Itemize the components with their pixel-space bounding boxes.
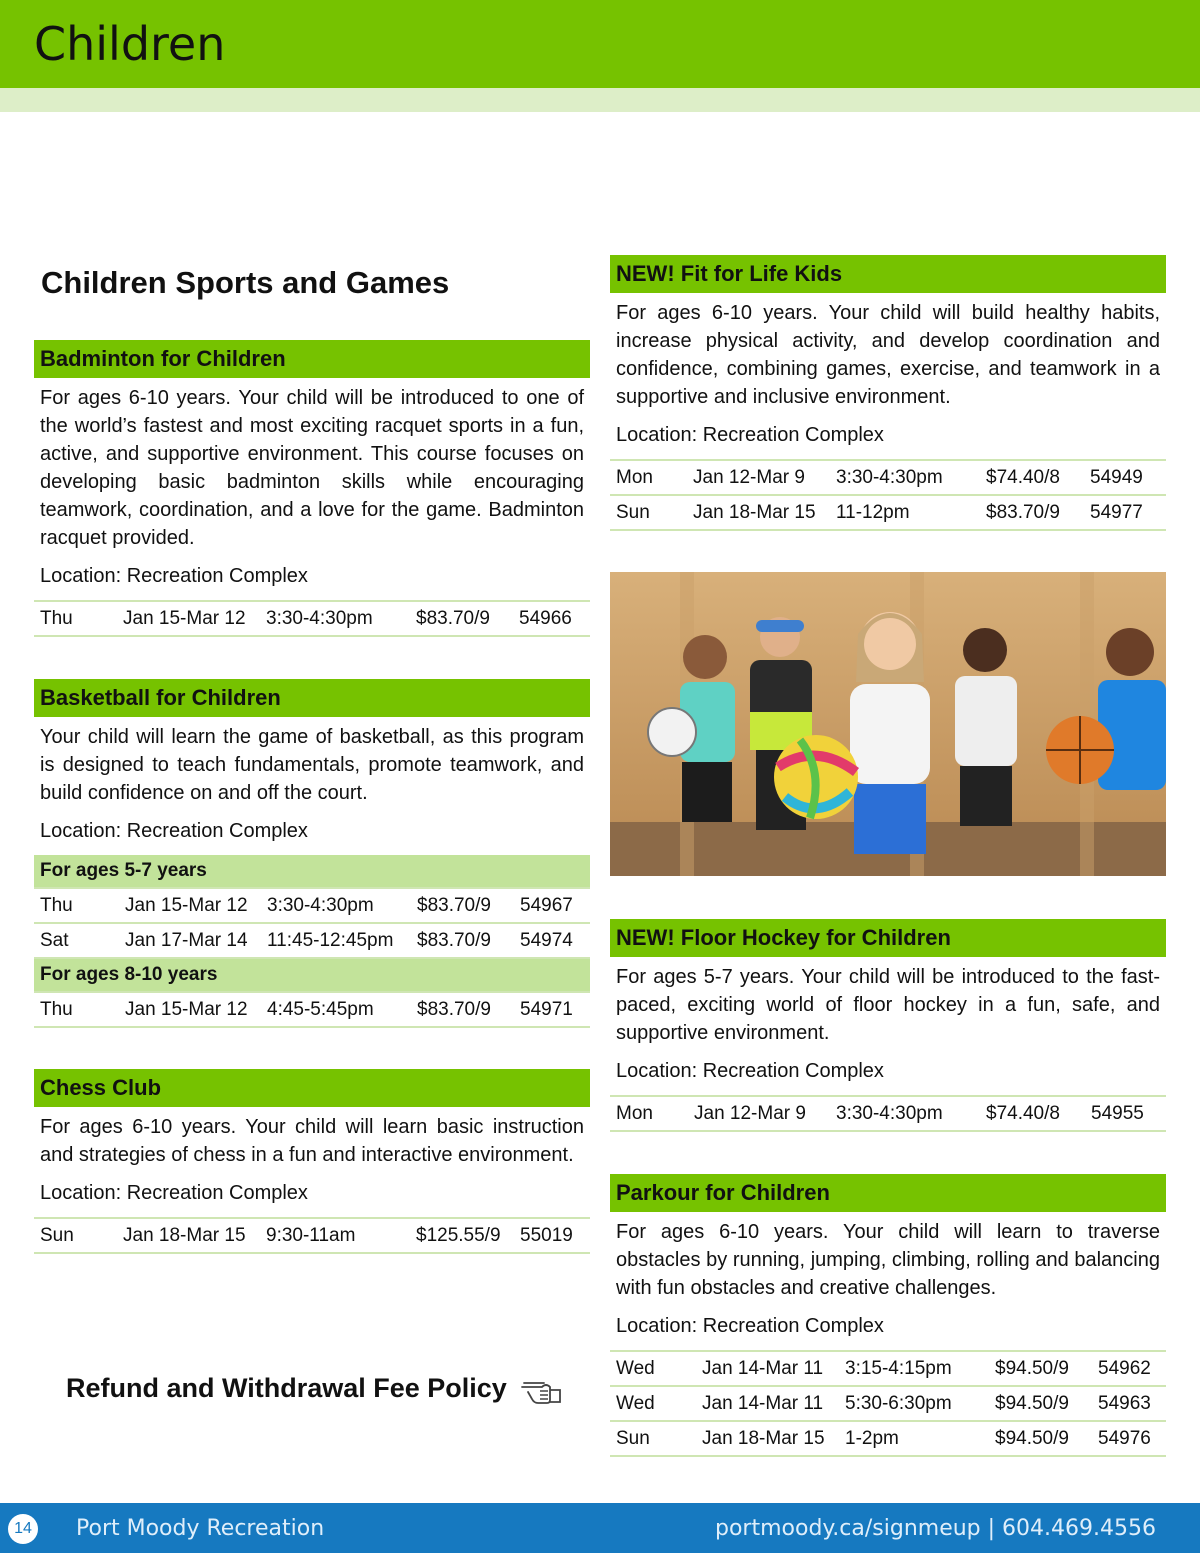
program-location: Location: Recreation Complex — [616, 424, 884, 446]
program-title: NEW! Fit for Life Kids — [610, 255, 1166, 293]
footer-contact[interactable]: portmoody.ca/signmeup | 604.469.4556 — [715, 1516, 1156, 1541]
program-badminton — [34, 340, 590, 637]
session-dates: Jan 12-Mar 9 — [694, 1103, 806, 1124]
session-dates: Jan 17-Mar 14 — [125, 930, 248, 951]
schedule-row — [610, 1095, 1166, 1132]
program-location: Location: Recreation Complex — [40, 1182, 308, 1204]
session-day: Sun — [40, 1225, 74, 1246]
footer-bar — [0, 1503, 1200, 1553]
pointing-hand-icon[interactable] — [520, 1374, 564, 1404]
session-time: 11-12pm — [836, 502, 910, 523]
session-fee: $83.70/9 — [417, 930, 491, 951]
session-time: 11:45-12:45pm — [267, 930, 394, 951]
session-code: 54955 — [1091, 1103, 1144, 1124]
session-code: 54963 — [1098, 1393, 1151, 1414]
session-time: 3:30-4:30pm — [266, 608, 373, 629]
program-description: For ages 6-10 years. Your child will learn to traverse obstacles by running, jumping, climbing, rolling and balancing with fun obstacles and creative challenges. — [616, 1221, 1160, 1299]
program-description: For ages 5-7 years. Your child will be introduced to the fast-paced, exciting world of floor hockey in a fun, safe, and supportive environment. — [616, 966, 1160, 1044]
session-fee: $74.40/8 — [986, 1103, 1060, 1124]
schedule-table — [34, 600, 590, 637]
session-time: 5:30-6:30pm — [845, 1393, 952, 1414]
schedule-row — [34, 993, 590, 1028]
session-code: 54962 — [1098, 1358, 1151, 1379]
header-accent-bar — [0, 88, 1200, 112]
page-number: 14 — [8, 1514, 38, 1544]
schedule-table — [34, 855, 590, 1028]
program-chess — [34, 1069, 590, 1254]
program-floor-hockey — [610, 919, 1166, 1132]
session-code: 54977 — [1090, 502, 1143, 523]
session-time: 3:15-4:15pm — [845, 1358, 952, 1379]
header-band — [0, 0, 1200, 88]
session-dates: Jan 15-Mar 12 — [125, 895, 248, 916]
session-fee: $83.70/9 — [417, 999, 491, 1020]
age-group-label: For ages 5-7 years — [34, 855, 590, 889]
session-fee: $94.50/9 — [995, 1393, 1069, 1414]
session-dates: Jan 18-Mar 15 — [702, 1428, 825, 1449]
program-basketball — [34, 679, 590, 1028]
session-day: Thu — [40, 895, 73, 916]
session-dates: Jan 18-Mar 15 — [123, 1225, 246, 1246]
schedule-table — [34, 1217, 590, 1254]
session-time: 4:45-5:45pm — [267, 999, 374, 1020]
session-fee: $94.50/9 — [995, 1358, 1069, 1379]
session-code: 54971 — [520, 999, 573, 1020]
session-code: 54966 — [519, 608, 572, 629]
program-location: Location: Recreation Complex — [40, 565, 308, 587]
schedule-table — [610, 459, 1166, 531]
session-code: 54976 — [1098, 1428, 1151, 1449]
session-time: 9:30-11am — [266, 1225, 356, 1246]
session-code: 54967 — [520, 895, 573, 916]
program-title: Basketball for Children — [34, 679, 590, 717]
children-sports-photo — [610, 572, 1166, 876]
schedule-table — [610, 1350, 1166, 1457]
program-location: Location: Recreation Complex — [616, 1060, 884, 1082]
program-title: NEW! Floor Hockey for Children — [610, 919, 1166, 957]
schedule-row — [34, 889, 590, 924]
session-day: Wed — [616, 1358, 655, 1379]
session-dates: Jan 15-Mar 12 — [123, 608, 246, 629]
session-fee: $94.50/9 — [995, 1428, 1069, 1449]
age-group-label: For ages 8-10 years — [34, 959, 590, 993]
session-day: Thu — [40, 608, 73, 629]
schedule-row — [34, 600, 590, 637]
schedule-row — [610, 496, 1166, 531]
session-time: 1-2pm — [845, 1428, 899, 1449]
program-location: Location: Recreation Complex — [40, 820, 308, 842]
schedule-row — [610, 459, 1166, 496]
session-fee: $83.70/9 — [417, 895, 491, 916]
schedule-row — [34, 1217, 590, 1254]
session-fee: $125.55/9 — [416, 1225, 501, 1246]
program-title: Badminton for Children — [34, 340, 590, 378]
session-day: Sun — [616, 1428, 650, 1449]
section-title: Children Sports and Games — [41, 265, 450, 300]
session-code: 54949 — [1090, 467, 1143, 488]
session-fee: $83.70/9 — [416, 608, 490, 629]
schedule-row — [610, 1422, 1166, 1457]
session-day: Sat — [40, 930, 69, 951]
program-fit-for-life — [610, 255, 1166, 531]
session-dates: Jan 15-Mar 12 — [125, 999, 248, 1020]
session-day: Sun — [616, 502, 650, 523]
program-location: Location: Recreation Complex — [616, 1315, 884, 1337]
session-fee: $83.70/9 — [986, 502, 1060, 523]
session-time: 3:30-4:30pm — [836, 467, 943, 488]
session-code: 54974 — [520, 930, 573, 951]
photo-illustration — [610, 572, 1166, 876]
program-title: Chess Club — [34, 1069, 590, 1107]
session-day: Wed — [616, 1393, 655, 1414]
session-fee: $74.40/8 — [986, 467, 1060, 488]
session-time: 3:30-4:30pm — [267, 895, 374, 916]
program-title: Parkour for Children — [610, 1174, 1166, 1212]
session-time: 3:30-4:30pm — [836, 1103, 943, 1124]
program-description: Your child will learn the game of basketball, as this program is designed to teach fundamentals, promote teamwork, and build confidence on and off the court. — [40, 726, 584, 804]
session-dates: Jan 14-Mar 11 — [702, 1358, 824, 1379]
program-description: For ages 6-10 years. Your child will learn basic instruction and strategies of chess in a fun and interactive environment. — [40, 1116, 584, 1166]
program-parkour — [610, 1174, 1166, 1457]
session-day: Thu — [40, 999, 73, 1020]
session-day: Mon — [616, 467, 653, 488]
refund-policy-link[interactable]: Refund and Withdrawal Fee Policy — [66, 1373, 507, 1403]
session-dates: Jan 14-Mar 11 — [702, 1393, 824, 1414]
program-description: For ages 6-10 years. Your child will be introduced to one of the world’s fastest and most exciting racquet sports in a fun, active, and supportive environment. This course focuses on developing basic badminton skills while encouraging teamwork, coordination, and a love for the game. Badminton racquet provided. — [40, 387, 584, 549]
schedule-row — [610, 1350, 1166, 1387]
program-description: For ages 6-10 years. Your child will build healthy habits, increase physical activity, and develop coordination and confidence, combining games, exercise, and teamwork in a supportive and inclusive environment. — [616, 302, 1160, 408]
session-code: 55019 — [520, 1225, 573, 1246]
session-dates: Jan 12-Mar 9 — [693, 467, 805, 488]
schedule-table — [610, 1095, 1166, 1132]
footer-organization: Port Moody Recreation — [76, 1516, 325, 1541]
schedule-row — [34, 924, 590, 959]
session-dates: Jan 18-Mar 15 — [693, 502, 816, 523]
session-day: Mon — [616, 1103, 653, 1124]
schedule-row — [610, 1387, 1166, 1422]
page-title: Children — [34, 17, 226, 71]
